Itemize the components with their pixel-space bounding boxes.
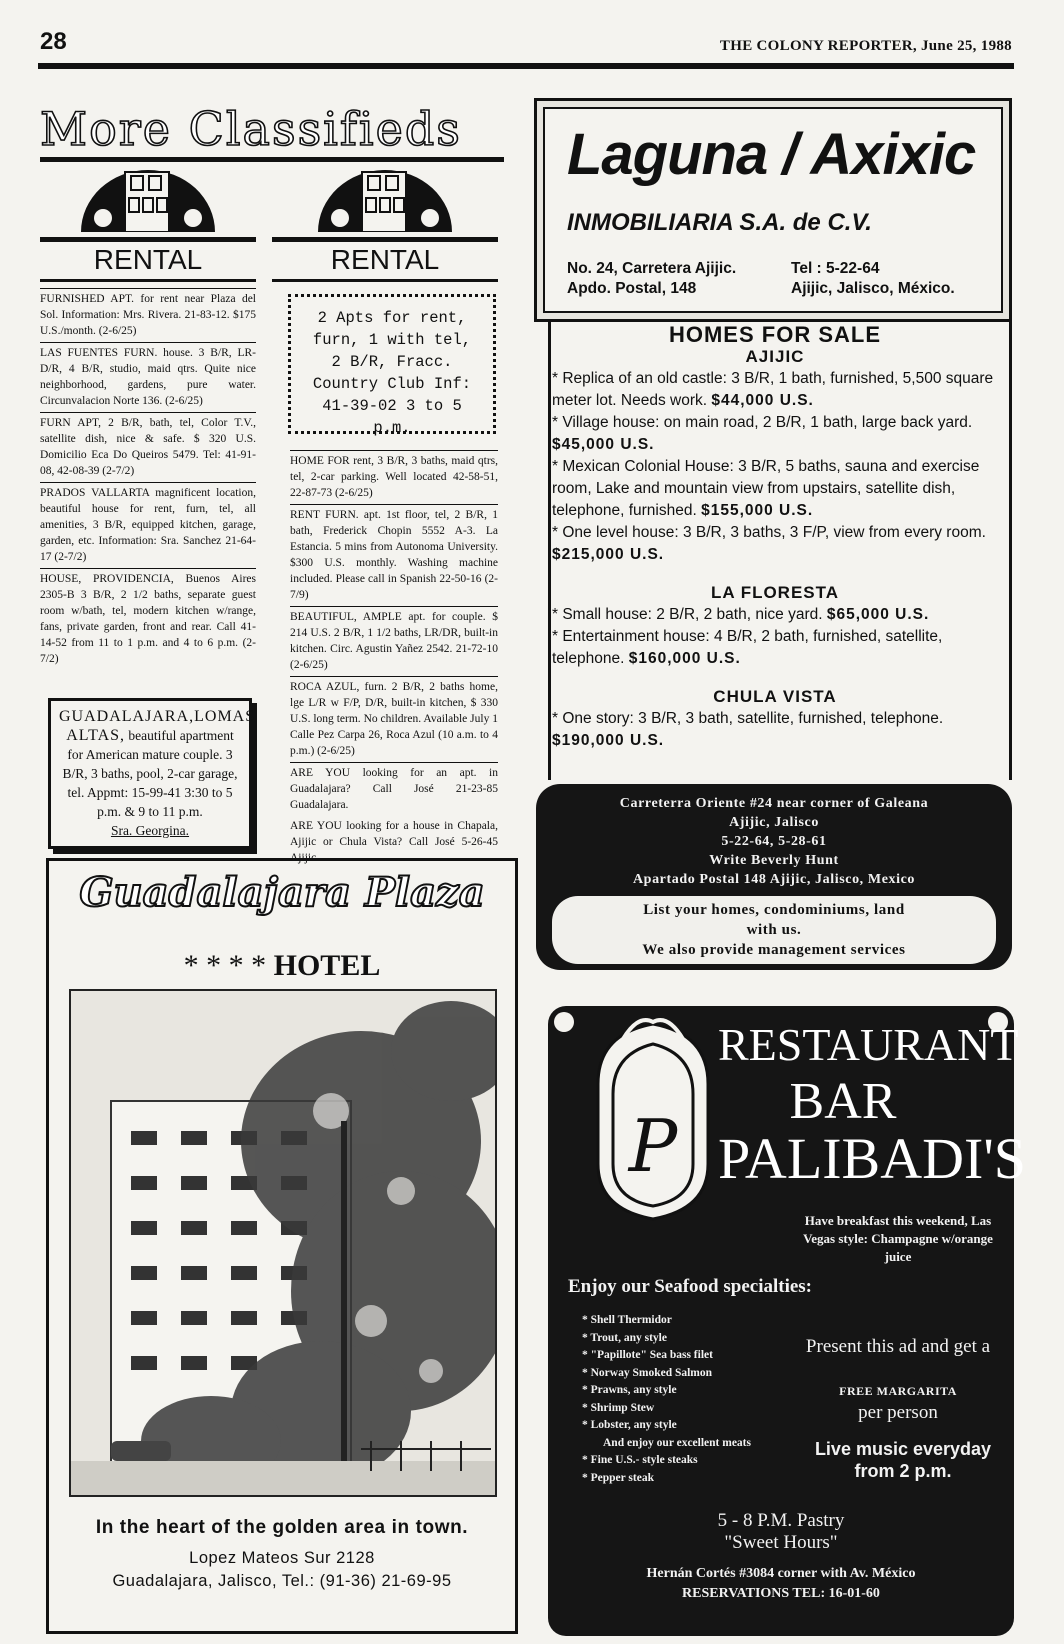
menu-item: * Lobster, any style xyxy=(582,1419,677,1431)
dotted-ad-line: 2 B/R, Fracc. xyxy=(331,353,453,371)
area-heading: LA FLORESTA xyxy=(710,583,840,602)
house-arch-icon xyxy=(310,166,460,232)
dotted-ad-line: furn, 1 with tel, xyxy=(312,331,472,349)
dotted-ad-line: 41-39-02 3 to 5 xyxy=(322,397,462,415)
classified-ad: LAS FUENTES FURN. house. 3 B/R, LR-D/R, 4 B/R, studio, maid qtrs. Quite nice neighborhood, gardens, pure water. Circunvalacion Norte 136. (2-6/25) xyxy=(40,342,256,412)
listing-item: * Mexican Colonial House: 3 B/R, 5 baths, sauna and exercise room, Lake and mountain view from upstairs, satellite dish, telephone, furnished. $155,000 U.S. xyxy=(552,458,980,519)
running-head: THE COLONY REPORTER, June 25, 1988 xyxy=(719,38,1012,54)
sweet-hours-line: "Sweet Hours" xyxy=(724,1532,838,1553)
left-classifieds xyxy=(40,288,256,670)
per-person: per person xyxy=(858,1402,938,1423)
homes-heading: HOMES FOR SALE xyxy=(668,322,881,347)
sweet-hours xyxy=(548,1510,1014,1554)
restaurant-ad xyxy=(548,1006,1027,1636)
hotel-address-line: Guadalajara, Jalisco, Tel.: (91-36) 21-69-95 xyxy=(112,1572,452,1590)
laguna-city: Ajijic, Jalisco, México. xyxy=(791,280,955,297)
hotel-logo: Guadalajara Plaza xyxy=(79,869,485,916)
seafood-menu xyxy=(582,1312,782,1487)
palibadis-title: PALIBADI'S xyxy=(718,1126,1027,1191)
homes-for-sale-listing xyxy=(552,324,998,752)
boxed-ad-headline: GUADALAJARA,LOMAS xyxy=(59,708,256,725)
laguna-contact-box xyxy=(536,784,1012,970)
laguna-contact xyxy=(536,794,1012,889)
dotted-apartment-ad xyxy=(288,294,496,437)
classified-ad: ROCA AZUL, furn. 2 B/R, 2 baths home, lge L/R w F/P, D/R, built-in kitchen, $ 330 U.S. long term. No children. Available July 1 Calle Pez Carpa 26, Roca Azul (10 a.m. to 4 p.m.) (2-6/25) xyxy=(290,676,498,762)
contact-line: Apartado Postal 148 Ajijic, Jalisco, Mexico xyxy=(632,872,916,887)
boxed-ad-body: beautiful apartment for American mature couple. 3 B/R, 3 baths, pool, 2-car garage, tel. Appmt: 15-99-41 3:30 to 5 p.m. & 9 to 11 p.m. xyxy=(62,728,238,819)
area-heading: AJIJIC xyxy=(745,347,805,366)
classified-ad: FURNISHED APT. for rent near Plaza del Sol. Information: Mrs. Rivera. 21-83-12. $175 U.S./month. (2-6/25) xyxy=(40,288,256,342)
laguna-phone-city xyxy=(791,259,955,299)
bar-title-word: BAR xyxy=(789,1073,897,1130)
hotel-address xyxy=(49,1547,515,1593)
breakfast-note: Have breakfast this weekend, Las Vegas style: Champagne w/orange juice xyxy=(803,1213,993,1264)
boxed-ad-signature: Sra. Georgina. xyxy=(110,823,190,838)
laguna-address-line: Apdo. Postal, 148 xyxy=(567,280,697,297)
hotel-building-photo xyxy=(71,991,497,1497)
listing-item: * Village house: on main road, 2 B/R, 1 bath, large back yard. $45,000 U.S. xyxy=(552,414,973,453)
header-rule xyxy=(38,63,1014,69)
guadalajara-lomas-boxed-ad xyxy=(48,698,256,849)
listing-item: * Small house: 2 B/R, 2 bath, nice yard. $65,000 U.S. xyxy=(552,606,930,623)
section-rule xyxy=(40,157,504,162)
present-ad-offer: Present this ad and get a xyxy=(805,1336,991,1357)
classified-ad: FURN APT, 2 B/R, bath, tel, Color T.V., satellite dish, nice & safe. $ 320 U.S. Domicilio Eca Do Queiros 5479. Tel: 41-91-08, 42-08-39 (2-7/2) xyxy=(40,412,256,482)
rental-header-middle xyxy=(272,166,498,282)
listing-item: * Entertainment house: 4 B/R, 2 bath, furnished, satellite, telephone. $160,000 U.S. xyxy=(552,628,943,667)
classified-ad: ARE YOU looking for a house in Chapala, Ajijic or Chula Vista? Call José 5-26-45 Ajijic. xyxy=(290,820,498,864)
listing-item: * Replica of an old castle: 3 B/R, 1 bath, furnished, 5,500 square meter lot. Needs work. $44,000 U.S. xyxy=(552,370,994,409)
laguna-subtitle: INMOBILIARIA S.A. de C.V. xyxy=(567,209,872,236)
hotel-word: HOTEL xyxy=(273,949,381,982)
classified-ad: BEAUTIFUL, AMPLE apt. for couple. $ 214 U.S. 2 B/R, 1 1/2 baths, LR/DR, built-in kitchen. Circ. Agustin Yañez 2542. 21-72-10 (2-6/25) xyxy=(290,606,498,676)
house-arch-icon xyxy=(73,166,223,232)
restaurant-address-line: Hernán Cortés #3084 corner with Av. México xyxy=(646,1566,916,1581)
dotted-ad-line: Country Club Inf: xyxy=(312,375,472,393)
menu-item: * Shell Thermidor xyxy=(582,1314,672,1326)
restaurant-title-word: RESTAURANT xyxy=(718,1019,1019,1070)
classified-ad: RENT FURN. apt. 1st floor, tel, 2 B/R, 1 bath, Frederick Chopin 5552 A-3. La Estancia. 5 mins from Autonoma University. $300 U.S. monthly. Washing machine included. Please call in Spanish 22-50-16 (2-7/9) xyxy=(290,504,498,606)
hotel-address-line: Lopez Mateos Sur 2128 xyxy=(189,1549,375,1567)
laguna-address xyxy=(567,259,736,299)
boxed-ad-headline-2: ALTAS, xyxy=(66,727,126,744)
laguna-axixic-header-box xyxy=(534,98,1012,322)
restaurant-address xyxy=(548,1564,1014,1604)
pill-line: We also provide management services xyxy=(642,942,906,958)
contact-line: Carreterra Oriente #24 near corner of Galeana xyxy=(619,796,929,811)
menu-item: * Prawns, any style xyxy=(582,1384,677,1396)
pill-line: with us. xyxy=(746,922,802,938)
listing-right-border xyxy=(1009,320,1012,780)
free-margarita: FREE MARGARITA xyxy=(839,1384,957,1398)
menu-item: * Pepper steak xyxy=(582,1471,654,1484)
classified-ad: HOUSE, PROVIDENCIA, Buenos Aires 2305-B 3 B/R, 2 1/2 baths, separate guest room w/bath, tel, modern kitchen w/range, fans, private garden, front and rear. Call 41-14-52 from 11 to 1 p.m. and 4 to 6 p.m. (2-7/2) xyxy=(40,568,256,670)
rental-rule xyxy=(272,237,498,242)
contact-line: 5-22-64, 5-28-61 xyxy=(721,834,827,849)
rental-label: RENTAL xyxy=(330,244,440,275)
page-number: 28 xyxy=(40,28,67,55)
dotted-ad-line: p.m. xyxy=(373,419,411,437)
laguna-title: Laguna / Axixic xyxy=(567,122,976,187)
hotel-ad xyxy=(46,858,518,1634)
live-music: Live music everyday from 2 p.m. xyxy=(814,1439,992,1481)
middle-classifieds xyxy=(290,450,498,869)
classified-ad: PRADOS VALLARTA magnificent location, beautiful house for rent, furn, tel, all amenities, 3 B/R, equipped kitchen, garage, garden, etc. Information: Sra. Sanchez 21-64-17 (2-7/2) xyxy=(40,482,256,568)
laguna-inner-box xyxy=(543,107,1003,313)
rental-rule xyxy=(40,279,256,282)
hotel-stars: * * * * xyxy=(183,949,267,982)
hotel-photo xyxy=(69,989,497,1497)
rental-rule xyxy=(40,237,256,242)
rental-label: RENTAL xyxy=(93,244,203,275)
menu-item: * "Papillote" Sea bass filet xyxy=(582,1349,713,1361)
laguna-phone: Tel : 5-22-64 xyxy=(791,260,880,277)
dotted-ad-line: 2 Apts for rent, xyxy=(317,309,467,327)
specialties-heading: Enjoy our Seafood specialties: xyxy=(568,1276,813,1297)
classified-ad: ARE YOU looking for an apt. in Guadalajara? Call José 21-23-85 Guadalajara. xyxy=(290,762,498,816)
section-title: More Classifieds xyxy=(40,102,462,156)
contact-line: Ajijic, Jalisco xyxy=(729,815,819,830)
rental-rule xyxy=(272,279,498,282)
area-heading: CHULA VISTA xyxy=(713,687,837,706)
crest-monogram: P xyxy=(628,1104,678,1188)
menu-meats-note: And enjoy our excellent meats xyxy=(603,1436,751,1449)
classified-ad: HOME FOR rent, 3 B/R, 3 baths, maid qtrs, tel, 2-car parking. Well located 42-58-51, 22-87-73 (2-6/25) xyxy=(290,450,498,504)
contact-line: Write Beverly Hunt xyxy=(709,853,839,868)
hotel-name-line xyxy=(49,949,515,983)
listing-item: * One level house: 3 B/R, 3 baths, 3 F/P, view from every room. $215,000 U.S. xyxy=(552,524,986,563)
menu-item: * Fine U.S.- style steaks xyxy=(582,1454,698,1466)
laguna-address-line: No. 24, Carretera Ajijic. xyxy=(567,260,737,277)
corner-ornament xyxy=(554,1012,574,1032)
menu-item: * Trout, any style xyxy=(582,1331,667,1344)
rental-header-left xyxy=(40,166,256,282)
listing-item: * One story: 3 B/R, 3 bath, satellite, furnished, telephone. $190,000 U.S. xyxy=(552,710,944,749)
pill-line: List your homes, condominiums, land xyxy=(643,902,905,918)
reservations-line: RESERVATIONS TEL: 16-01-60 xyxy=(682,1586,880,1601)
hotel-tagline: In the heart of the golden area in town. xyxy=(95,1517,469,1538)
laguna-listing-pill xyxy=(552,896,996,964)
menu-item: * Norway Smoked Salmon xyxy=(582,1366,713,1379)
listing-left-border xyxy=(548,320,551,780)
sweet-hours-line: 5 - 8 P.M. Pastry xyxy=(717,1510,845,1531)
menu-item: * Shrimp Stew xyxy=(582,1401,655,1414)
